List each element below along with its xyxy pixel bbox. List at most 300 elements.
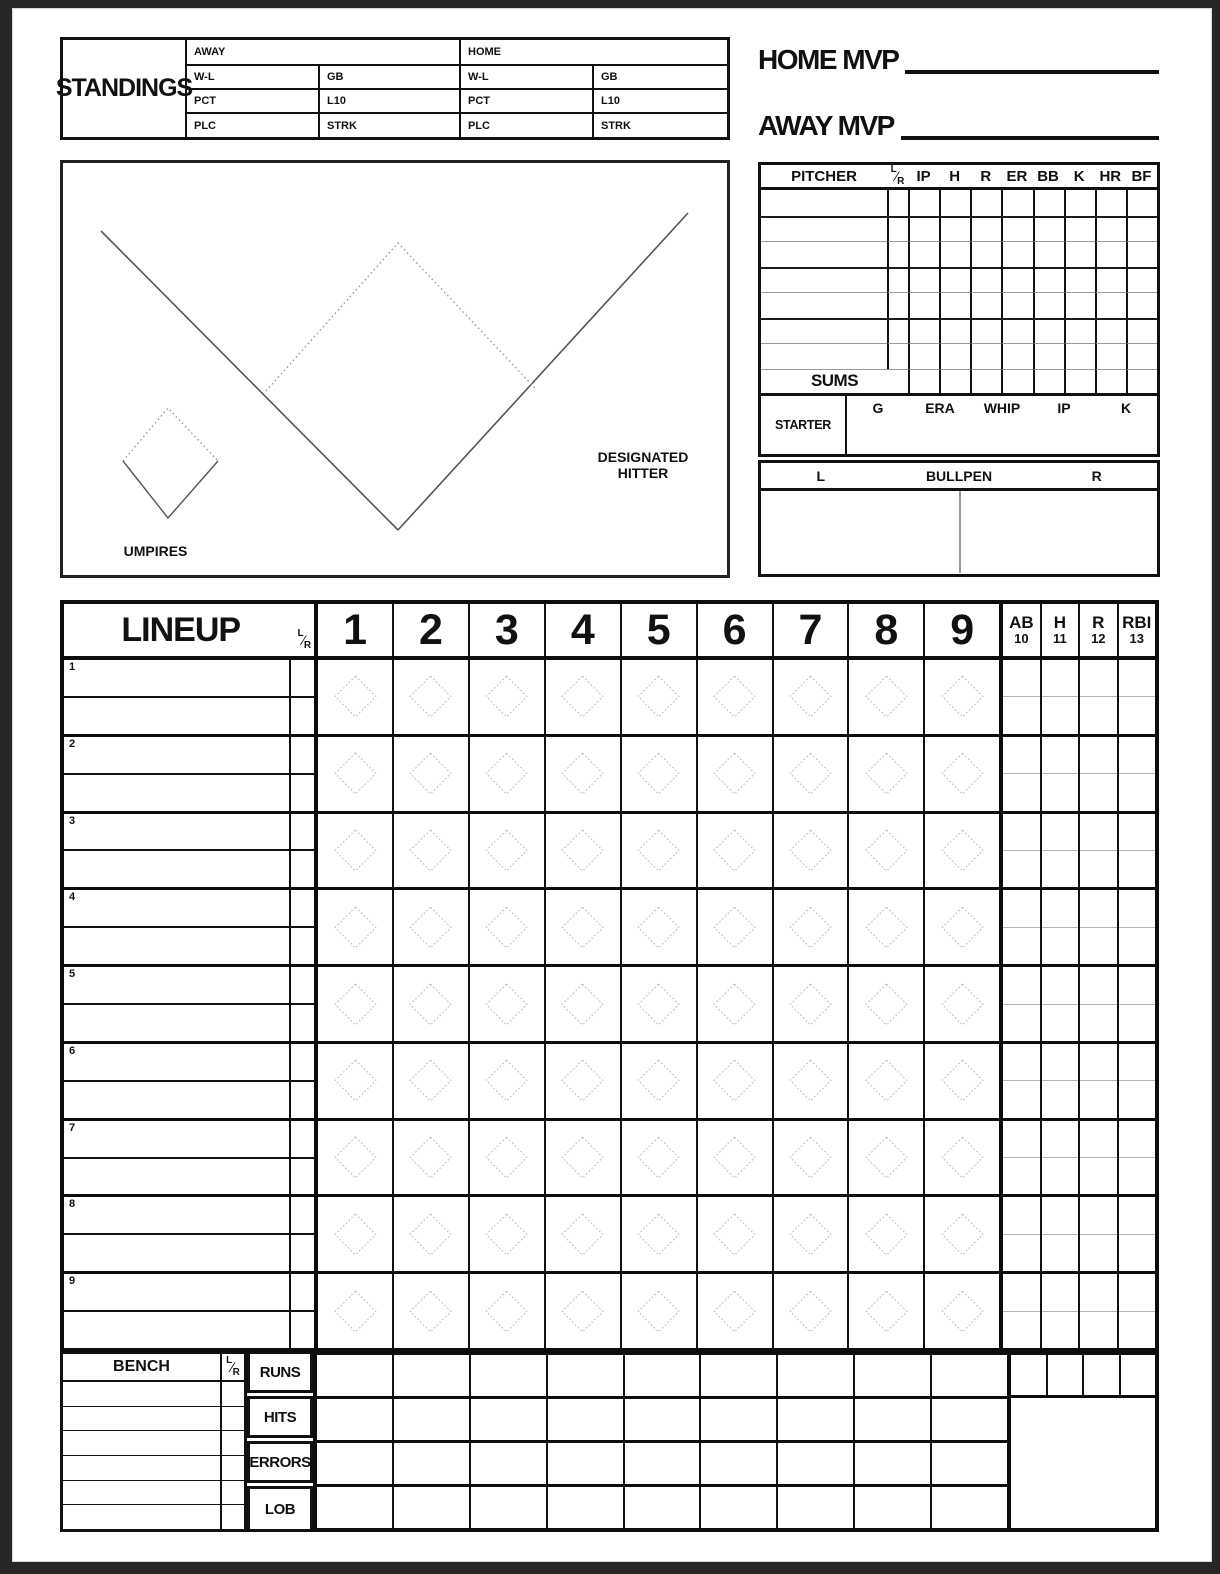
pitcher-stat-header: R — [970, 165, 1001, 190]
sums-stat-cell — [1001, 369, 1032, 393]
scoring-diamond-icon — [634, 903, 683, 952]
pitcher-stat-cell — [1126, 343, 1157, 369]
lineup-row — [64, 1194, 1155, 1271]
scoring-diamond-icon — [482, 826, 531, 875]
standings-title: STANDINGS — [55, 74, 193, 102]
pitcher-name-header: PITCHER — [761, 165, 887, 190]
totals-inning-cell — [853, 1487, 930, 1528]
scoring-diamond-icon — [558, 749, 607, 798]
pitcher-stat-cell — [1064, 216, 1095, 242]
pitcher-lr-cell — [887, 318, 908, 344]
bullpen-title: BULLPEN — [925, 468, 993, 484]
bench-lr-cell — [220, 1407, 244, 1431]
batter-stat-cells — [999, 1044, 1155, 1118]
bullpen-header — [761, 463, 1157, 491]
scoring-diamond-icon — [710, 1056, 759, 1105]
batter-stat-top-cell — [1003, 1121, 1039, 1157]
batter-stat-top-cell — [1042, 1197, 1078, 1233]
inning-scoring-cell — [847, 1274, 923, 1348]
batting-order-number: 4 — [69, 891, 76, 904]
pitcher-name-cell — [761, 241, 887, 267]
inning-scoring-cell — [696, 967, 772, 1041]
bench-name-write-area — [63, 1382, 220, 1406]
inning-scoring-cell — [847, 967, 923, 1041]
pitcher-stat-cell — [970, 318, 1001, 344]
scoring-diamond-icon — [331, 672, 380, 721]
pitcher-table — [758, 162, 1160, 396]
pitcher-stat-cell — [1126, 241, 1157, 267]
batter-stat-bottom-cell — [1003, 1311, 1039, 1348]
inning-number-header: 8 — [847, 604, 923, 656]
bullpen-right-label: R — [1091, 468, 1102, 484]
batter-stat-bottom-cell — [1119, 850, 1155, 887]
pitcher-lr-cell — [887, 343, 908, 369]
totals-inning-cell — [699, 1487, 776, 1528]
standings-away-header: AWAY — [185, 40, 459, 64]
scoring-diamond-icon — [558, 1210, 607, 1259]
batter-stat-top-cell — [1119, 737, 1155, 773]
totals-inning-cell — [317, 1399, 392, 1440]
lineup-row — [64, 734, 1155, 811]
totals-inning-cell — [853, 1399, 930, 1440]
batter-stat-top-cell — [1042, 737, 1078, 773]
batter-stat-bottom-cell — [1042, 850, 1078, 887]
batter-stat-cell — [1117, 814, 1155, 888]
batter-stat-top-cell — [1003, 967, 1039, 1003]
batter-stat-cell — [1040, 1044, 1078, 1118]
inning-scoring-cell — [544, 737, 620, 811]
batter-stat-bottom-cell — [1080, 1080, 1116, 1117]
lineup-stat-header — [1003, 604, 1039, 656]
totals-inning-cell — [776, 1443, 853, 1484]
scoring-diamond-icon — [634, 826, 683, 875]
inning-scoring-cell — [318, 1044, 392, 1118]
totals-inning-cell — [317, 1355, 392, 1396]
away-mvp-row — [758, 104, 1159, 140]
bench-name-write-area — [63, 1407, 220, 1431]
scoring-diamond-icon — [482, 749, 531, 798]
batter-stat-cells — [999, 660, 1155, 734]
batter-name-cell — [64, 967, 289, 1041]
batter-stat-bottom-cell — [1003, 696, 1039, 733]
bullpen-left-label: L — [816, 468, 825, 484]
inning-scoring-cell — [318, 1274, 392, 1348]
scoring-diamond-icon — [634, 980, 683, 1029]
pitcher-stat-cell — [970, 292, 1001, 318]
starter-stat-header: ERA — [925, 400, 955, 416]
inning-scoring-cell — [392, 890, 468, 964]
inning-scoring-cell — [923, 737, 999, 811]
scoring-diamond-icon — [786, 1287, 835, 1336]
scoring-diamond-icon — [406, 903, 455, 952]
pitcher-stat-cell — [908, 190, 939, 216]
batter-lr-cell — [289, 967, 314, 1041]
inning-scoring-cell — [847, 1121, 923, 1195]
scoring-diamond-icon — [482, 1133, 531, 1182]
batter-lr-bottom-cell — [291, 1080, 314, 1118]
scoring-diamond-icon — [482, 1210, 531, 1259]
scoring-diamond-icon — [786, 980, 835, 1029]
batter-stat-cell — [1003, 1121, 1039, 1195]
totals-stat-cells-row — [1011, 1355, 1155, 1398]
batter-stat-bottom-cell — [1119, 1157, 1155, 1194]
inning-scoring-cell — [392, 1274, 468, 1348]
totals-inning-cell — [469, 1443, 546, 1484]
inning-scoring-cell — [468, 737, 544, 811]
batter-stat-top-cell — [1119, 660, 1155, 696]
batter-stat-cell — [1078, 737, 1116, 811]
stat-header-label: AB — [1009, 612, 1034, 632]
inning-scoring-cell — [468, 814, 544, 888]
batter-stat-top-cell — [1119, 1274, 1155, 1310]
starter-label: STARTER — [761, 396, 847, 454]
batter-lr-cell — [289, 890, 314, 964]
pitcher-stat-cell — [1033, 267, 1064, 293]
pitcher-stat-cell — [908, 267, 939, 293]
bench-name-write-area — [63, 1505, 220, 1529]
inning-number-header: 1 — [343, 605, 368, 654]
totals-row-label-errors: ERRORS — [247, 1441, 313, 1483]
scoring-diamond-icon — [634, 1287, 683, 1336]
bench-lr-cell — [220, 1456, 244, 1480]
batter-lr-top-cell — [291, 814, 314, 850]
pitcher-stat-cell — [1064, 292, 1095, 318]
inning-scoring-cell — [318, 967, 392, 1041]
scoring-diamond-icon — [482, 1056, 531, 1105]
batter-stat-bottom-cell — [1003, 927, 1039, 964]
batter-stat-bottom-cell — [1042, 773, 1078, 810]
batter-stat-bottom-cell — [1119, 1234, 1155, 1271]
lineup-row — [64, 1271, 1155, 1348]
totals-inning-cell — [853, 1443, 930, 1484]
standings-home-strk-cell: STRK — [592, 112, 727, 137]
lineup-name-header — [64, 604, 314, 656]
inning-scoring-cell — [620, 890, 696, 964]
scoring-diamond-icon — [938, 1133, 987, 1182]
batter-lr-cell — [289, 814, 314, 888]
pitcher-stat-cell — [970, 267, 1001, 293]
inning-scoring-cell — [847, 660, 923, 734]
pitcher-stat-cell — [1126, 190, 1157, 216]
inning-scoring-cell — [392, 1197, 468, 1271]
batter-stat-cell — [1117, 737, 1155, 811]
batter-stat-top-cell — [1080, 660, 1116, 696]
scoring-diamond-icon — [331, 980, 380, 1029]
inning-scoring-cell — [847, 1197, 923, 1271]
batter-name-cell — [64, 814, 289, 888]
batter-stat-cell — [1117, 967, 1155, 1041]
inning-scoring-cell — [544, 660, 620, 734]
inning-scoring-cell — [847, 1044, 923, 1118]
batter-stat-cell — [1003, 1044, 1039, 1118]
inning-scoring-cell — [392, 1121, 468, 1195]
batter-stat-top-cell — [1080, 814, 1116, 850]
batter-stat-cell — [1078, 1274, 1116, 1348]
totals-inning-cell — [699, 1355, 776, 1396]
scorecard-page — [12, 8, 1212, 1562]
totals-row — [317, 1440, 1007, 1484]
totals-inning-cell — [317, 1443, 392, 1484]
batter-stat-bottom-cell — [1003, 1234, 1039, 1271]
pitcher-stat-cell — [1095, 190, 1126, 216]
batter-name-write-area — [64, 814, 289, 850]
bench-lr-header — [220, 1354, 244, 1380]
totals-inning-cell — [776, 1487, 853, 1528]
inning-scoring-cell — [620, 1274, 696, 1348]
sums-stat-cell — [1095, 369, 1126, 393]
totals-inning-cell — [546, 1399, 623, 1440]
scoring-diamond-icon — [406, 749, 455, 798]
inning-scoring-cell — [772, 737, 848, 811]
inning-scoring-cell — [772, 1274, 848, 1348]
batter-stat-bottom-cell — [1042, 1234, 1078, 1271]
inning-scoring-cell — [392, 1044, 468, 1118]
sums-stat-cell — [1033, 369, 1064, 393]
starter-stat-header: K — [1120, 400, 1132, 416]
batter-stat-top-cell — [1042, 1274, 1078, 1310]
bench-header — [63, 1354, 244, 1382]
inning-scoring-cell — [696, 660, 772, 734]
sums-label: SUMS — [761, 369, 908, 393]
scoring-diamond-icon — [862, 1287, 911, 1336]
batter-name-write-area — [64, 1121, 289, 1157]
bench-lr-cell — [220, 1481, 244, 1505]
pitcher-stat-cell — [908, 292, 939, 318]
inning-scoring-cell — [923, 890, 999, 964]
scoring-diamond-icon — [710, 980, 759, 1029]
batter-stat-top-cell — [1042, 890, 1078, 926]
home-mvp-write-line — [905, 64, 1159, 74]
batter-stat-top-cell — [1003, 660, 1039, 696]
batter-stat-bottom-cell — [1119, 927, 1155, 964]
batter-stat-cell — [1040, 660, 1078, 734]
inning-scoring-cell — [847, 737, 923, 811]
batter-lr-cell — [289, 1121, 314, 1195]
stat-header-inning-number: 12 — [1091, 631, 1106, 647]
batter-lr-top-cell — [291, 737, 314, 773]
batter-stat-cell — [1078, 660, 1116, 734]
batting-order-number: 1 — [69, 661, 76, 673]
batter-stat-bottom-cell — [1080, 773, 1116, 810]
batter-lr-top-cell — [291, 1274, 314, 1310]
inning-scoring-cell — [318, 814, 392, 888]
scoring-diamond-icon — [862, 980, 911, 1029]
bench-row — [63, 1430, 244, 1455]
batter-stat-top-cell — [1003, 1274, 1039, 1310]
scoring-diamond-icon — [938, 980, 987, 1029]
batter-substitute-write-area — [64, 1157, 289, 1195]
lineup-row — [64, 811, 1155, 888]
inning-scoring-cell — [544, 814, 620, 888]
pitcher-stat-cell — [1064, 267, 1095, 293]
bullpen-section — [758, 460, 1160, 577]
pitcher-stat-cell — [1001, 267, 1032, 293]
batter-lr-top-cell — [291, 660, 314, 696]
batter-lr-cell — [289, 1274, 314, 1348]
totals-inning-cell — [776, 1355, 853, 1396]
scoring-diamond-icon — [482, 1287, 531, 1336]
batter-name-cell — [64, 890, 289, 964]
pitcher-lr-cell — [887, 292, 908, 318]
batter-stat-cells — [999, 1121, 1155, 1195]
batter-substitute-write-area — [64, 1080, 289, 1118]
inning-scoring-cell — [772, 660, 848, 734]
totals-inning-cell — [699, 1399, 776, 1440]
totals-inning-cell — [930, 1355, 1007, 1396]
batter-inning-cells — [314, 814, 999, 888]
batter-stat-bottom-cell — [1119, 1004, 1155, 1041]
batter-stat-bottom-cell — [1042, 696, 1078, 733]
batter-lr-cell — [289, 660, 314, 734]
inning-number-header: 2 — [392, 604, 468, 656]
inning-scoring-cell — [620, 814, 696, 888]
batter-stat-top-cell — [1119, 814, 1155, 850]
scoring-diamond-icon — [331, 903, 380, 952]
batter-lr-top-cell — [291, 890, 314, 926]
inning-scoring-cell — [923, 1197, 999, 1271]
bench-lr-cell — [220, 1431, 244, 1455]
inning-scoring-cell — [847, 890, 923, 964]
pitcher-stat-cell — [939, 241, 970, 267]
batter-stat-top-cell — [1042, 967, 1078, 1003]
inning-scoring-cell — [468, 1044, 544, 1118]
scoring-diamond-icon — [786, 903, 835, 952]
batter-substitute-write-area — [64, 1310, 289, 1348]
totals-row-label-hits: HITS — [247, 1396, 313, 1438]
scoring-diamond-icon — [482, 903, 531, 952]
pitcher-name-cell — [761, 267, 887, 293]
inning-scoring-cell — [318, 737, 392, 811]
pitcher-stat-cell — [939, 216, 970, 242]
batter-stat-top-cell — [1003, 737, 1039, 773]
pitcher-lr-cell — [887, 216, 908, 242]
batter-stat-cell — [1117, 890, 1155, 964]
scoring-diamond-icon — [710, 1210, 759, 1259]
lineup-stat-headers — [999, 604, 1155, 656]
batter-stat-top-cell — [1042, 1044, 1078, 1080]
pitcher-stat-cell — [939, 343, 970, 369]
totals-stat-cell — [1046, 1355, 1083, 1395]
inning-scoring-cell — [468, 1274, 544, 1348]
inning-scoring-cell — [544, 1197, 620, 1271]
batter-substitute-write-area — [64, 926, 289, 964]
scoring-diamond-icon — [331, 1287, 380, 1336]
batter-stat-bottom-cell — [1080, 1311, 1116, 1348]
batter-stat-bottom-cell — [1042, 1157, 1078, 1194]
batter-name-write-area — [64, 1044, 289, 1080]
inning-scoring-cell — [318, 890, 392, 964]
totals-inning-cell — [546, 1487, 623, 1528]
pitcher-stat-cell — [970, 216, 1001, 242]
batter-stat-cell — [1040, 967, 1078, 1041]
scoring-diamond-icon — [862, 672, 911, 721]
bench-lr-cell — [220, 1505, 244, 1529]
standings-away-plc-cell: PLC — [185, 112, 318, 137]
batter-inning-cells — [314, 1044, 999, 1118]
pitcher-stat-cell — [970, 343, 1001, 369]
batter-stat-cells — [999, 967, 1155, 1041]
scoring-diamond-icon — [406, 1287, 455, 1336]
batter-name-cell — [64, 1197, 289, 1271]
totals-row-label-runs: RUNS — [247, 1351, 313, 1393]
scoring-diamond-icon — [558, 672, 607, 721]
inning-number-header: 3 — [468, 604, 544, 656]
standings-home-pct-cell: PCT — [459, 88, 592, 112]
pitcher-stat-cell — [1095, 267, 1126, 293]
standings-home-gb-cell: GB — [592, 64, 727, 88]
inning-number-header: 9 — [923, 604, 999, 656]
inning-scoring-cell — [392, 814, 468, 888]
batter-stat-cells — [999, 814, 1155, 888]
scoring-diamond-icon — [710, 826, 759, 875]
batter-stat-top-cell — [1003, 890, 1039, 926]
batter-stat-bottom-cell — [1080, 927, 1116, 964]
inning-scoring-cell — [620, 967, 696, 1041]
designated-hitter-label: DESIGNATED HITTER — [597, 449, 689, 481]
batter-stat-bottom-cell — [1003, 773, 1039, 810]
pitcher-stat-cell — [1033, 241, 1064, 267]
inning-scoring-cell — [392, 660, 468, 734]
inning-scoring-cell — [923, 1044, 999, 1118]
pitcher-stat-cell — [1001, 216, 1032, 242]
standings-away-pct-cell: PCT — [185, 88, 318, 112]
umpires-label: UMPIRES — [123, 543, 188, 559]
totals-grid — [313, 1351, 1159, 1532]
totals-stat-cell — [1011, 1355, 1046, 1395]
bench-row — [63, 1406, 244, 1431]
pitcher-stat-cell — [1126, 318, 1157, 344]
field-diagram — [60, 160, 730, 578]
batter-stat-cell — [1078, 1044, 1116, 1118]
standings-home-plc-cell: PLC — [459, 112, 592, 137]
pitcher-stat-cell — [1064, 241, 1095, 267]
starter-stat-header: G — [872, 400, 884, 416]
inning-number-headers — [314, 604, 999, 656]
batter-stat-cells — [999, 1197, 1155, 1271]
pitcher-stat-header: K — [1064, 165, 1095, 190]
inning-scoring-cell — [696, 890, 772, 964]
pitcher-stat-cell — [939, 190, 970, 216]
scoring-diamond-icon — [558, 980, 607, 1029]
totals-inning-cell — [930, 1443, 1007, 1484]
pitcher-name-cell — [761, 343, 887, 369]
bench-row — [63, 1455, 244, 1480]
scoring-diamond-icon — [710, 1287, 759, 1336]
scoring-diamond-icon — [862, 1133, 911, 1182]
sums-stat-cell — [1064, 369, 1095, 393]
batter-stat-bottom-cell — [1080, 696, 1116, 733]
batter-stat-bottom-cell — [1119, 696, 1155, 733]
totals-row — [317, 1396, 1007, 1440]
scoring-diamond-icon — [710, 1133, 759, 1182]
standings-home-l10-cell: L10 — [592, 88, 727, 112]
bench-lr-cell — [220, 1382, 244, 1406]
batter-name-write-area — [64, 1197, 289, 1233]
batter-stat-cell — [1040, 814, 1078, 888]
pitcher-stat-cell — [1001, 292, 1032, 318]
batter-stat-bottom-cell — [1042, 1004, 1078, 1041]
batter-lr-bottom-cell — [291, 1157, 314, 1195]
pitcher-stat-cell — [1033, 318, 1064, 344]
pitcher-stat-cell — [1033, 216, 1064, 242]
inning-scoring-cell — [620, 1121, 696, 1195]
totals-inning-cells — [317, 1355, 1007, 1528]
scoring-diamond-icon — [710, 749, 759, 798]
batter-substitute-write-area — [64, 1233, 289, 1271]
batter-name-write-area — [64, 737, 289, 773]
batter-stat-bottom-cell — [1080, 1157, 1116, 1194]
pitcher-stat-header: ER — [1001, 165, 1032, 190]
